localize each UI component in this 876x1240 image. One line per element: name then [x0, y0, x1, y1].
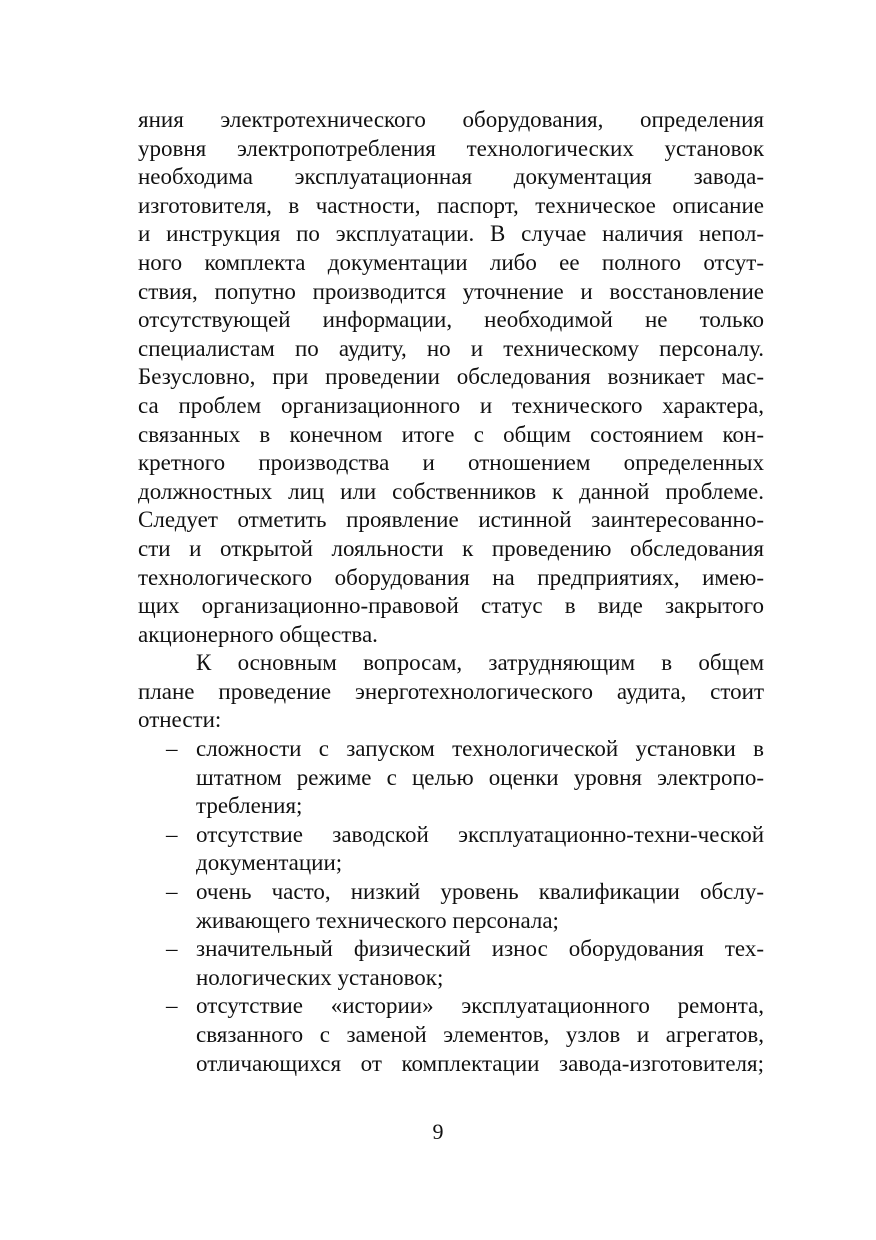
text-line: связанных в конечном итоге с общим состоянием кон- — [138, 421, 764, 447]
text-line: отсутствие «истории» эксплуатационного ремонта, — [196, 993, 764, 1019]
page-body — [138, 106, 764, 1078]
text-line: нологических установок; — [196, 964, 444, 990]
text-line: и инструкция по эксплуатации. В случае наличия непол- — [138, 221, 764, 247]
text-line: связанного с заменой элементов, узлов и агрегатов, — [196, 1022, 764, 1047]
text-line: Следует отметить проявление истинной заинтересованно- — [138, 507, 764, 533]
text-line: ствия, попутно производится уточнение и восстановление — [138, 278, 764, 304]
text-line: отсутствующей информации, необходимой не только — [138, 307, 764, 333]
bullet-list — [138, 735, 764, 1078]
text-line: изготовителя, в частности, паспорт, техническое описание — [138, 192, 764, 218]
text-line: уровня электропотребления технологических установок — [138, 135, 764, 161]
text-line: ного комплекта документации либо ее полного отсут- — [138, 249, 764, 275]
text-line: должностных лиц или собственников к данной проблеме. — [138, 478, 764, 504]
dash-marker: – — [166, 736, 178, 762]
dash-marker: – — [166, 821, 178, 847]
text-line: сти и открытой лояльности к проведению обследования — [138, 535, 764, 561]
text-line: значительный физический износ оборудования тех- — [196, 936, 764, 962]
text-line: Безусловно, при проведении обследования возникает мас- — [138, 364, 764, 390]
text-line: акционерного общества. — [138, 621, 378, 647]
list-item — [138, 821, 764, 878]
text-line: живающего технического персонала; — [196, 907, 559, 933]
text-line: отнести: — [138, 707, 222, 733]
text-line: сложности с запуском технологической установки в — [196, 736, 764, 762]
list-item — [138, 878, 764, 935]
text-line: К основным вопросам, затрудняющим в общем — [196, 650, 764, 676]
dash-marker: – — [166, 879, 178, 905]
text-line: щих организационно-правовой статус в виде закрытого — [138, 593, 764, 619]
page-number: 9 — [432, 1119, 444, 1144]
text-line: необходима эксплуатационная документация завода- — [138, 164, 764, 190]
list-item — [138, 992, 764, 1078]
text-line: отличающихся от комплектации завода-изготовителя; — [196, 1050, 764, 1076]
text-line: штатном режиме с целью оценки уровня электропо- — [196, 764, 764, 790]
text-line: документации; — [196, 850, 343, 876]
text-line: кретного производства и отношением определенных — [138, 450, 764, 476]
text-line: специалистам по аудиту, но и техническому персоналу. — [138, 335, 764, 361]
text-line: технологического оборудования на предприятиях, имею- — [138, 564, 764, 590]
paragraph-2 — [138, 649, 764, 735]
list-item — [138, 935, 764, 992]
dash-marker: – — [166, 993, 178, 1019]
text-line: отсутствие заводской эксплуатационно-техни-ческой — [196, 821, 764, 847]
text-line: требления; — [196, 793, 303, 819]
text-line: са проблем организационного и технического характера, — [138, 392, 764, 418]
list-item — [138, 735, 764, 821]
paragraph-1 — [138, 106, 764, 649]
dash-marker: – — [166, 936, 178, 962]
text-line: плане проведение энерготехнологического аудита, стоит — [138, 678, 764, 704]
text-line: яния электротехнического оборудования, определения — [138, 107, 764, 132]
text-line: очень часто, низкий уровень квалификации обслу- — [196, 879, 764, 905]
